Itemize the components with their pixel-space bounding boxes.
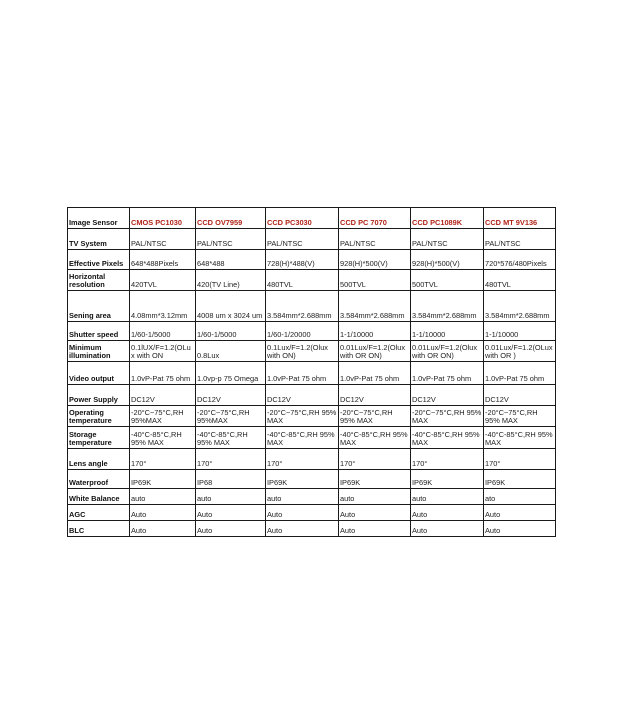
table-cell: PAL/NTSC <box>196 229 266 250</box>
table-cell: 170° <box>484 449 556 470</box>
table-cell: 1-1/10000 <box>411 322 484 341</box>
table-cell: auto <box>130 489 196 505</box>
table-cell: ato <box>484 489 556 505</box>
row-label: AGC <box>68 505 130 521</box>
table-cell: -40°C-85°C,RH 95% MAX <box>130 427 196 449</box>
table-cell: auto <box>339 489 411 505</box>
table-cell: 720*576/480Pixels <box>484 250 556 270</box>
table-cell: 0.01Lux/F=1.2(Olux with OR ON) <box>339 341 411 362</box>
table-row <box>68 427 556 449</box>
row-label: Storage temperature <box>68 427 130 449</box>
table-cell: 0.1lUX/F=1.2(OLux with ON <box>130 341 196 362</box>
table-cell: 1-1/10000 <box>484 322 556 341</box>
table-cell: 3.584mm*2.688mm <box>339 291 411 322</box>
header-image-sensor: Image Sensor <box>68 208 130 229</box>
camera-spec-table <box>67 207 556 537</box>
table-cell: 170° <box>130 449 196 470</box>
table-cell: 1.0vp-p 75 Omega <box>196 362 266 385</box>
table-cell: 1.0vP-Pat 75 ohm <box>484 362 556 385</box>
table-cell: 1/60-1/5000 <box>130 322 196 341</box>
table-cell: PAL/NTSC <box>130 229 196 250</box>
table-cell: 928(H)*500(V) <box>339 250 411 270</box>
table-row <box>68 341 556 362</box>
table-cell: -20°C~75°C,RH 95% MAX <box>411 406 484 427</box>
table-cell: Auto <box>130 505 196 521</box>
table-cell: PAL/NTSC <box>484 229 556 250</box>
row-label: Sening area <box>68 291 130 322</box>
header-sensor-6: CCD MT 9V136 <box>484 208 556 229</box>
table-cell: DC12V <box>339 385 411 406</box>
table-cell: 3.584mm*2.688mm <box>411 291 484 322</box>
table-cell: IP69K <box>130 470 196 489</box>
table-cell: 0.8Lux <box>196 341 266 362</box>
table-cell: 3.584mm*2.688mm <box>484 291 556 322</box>
table-row <box>68 505 556 521</box>
table-cell: Auto <box>266 505 339 521</box>
table-cell: 928(H)*500(V) <box>411 250 484 270</box>
table-cell: 728(H)*488(V) <box>266 250 339 270</box>
row-label: BLC <box>68 521 130 537</box>
table-cell: 3.584mm*2.688mm <box>266 291 339 322</box>
table-cell: Auto <box>411 505 484 521</box>
row-label: TV System <box>68 229 130 250</box>
table-cell: 4.08mm*3.12mm <box>130 291 196 322</box>
table-cell: 480TVL <box>266 270 339 291</box>
table-cell: 0.1Lux/F=1.2(Olux with ON) <box>266 341 339 362</box>
table-cell: 648*488 <box>196 250 266 270</box>
table-cell: 1/60-1/20000 <box>266 322 339 341</box>
header-sensor-3: CCD PC3030 <box>266 208 339 229</box>
row-label: Shutter speed <box>68 322 130 341</box>
row-label: Lens angle <box>68 449 130 470</box>
table-cell: Auto <box>196 521 266 537</box>
table-cell: Auto <box>411 521 484 537</box>
table-cell: -40°C-85°C,RH 95% MAX <box>196 427 266 449</box>
table-cell: 420(TV Line) <box>196 270 266 291</box>
table-row <box>68 250 556 270</box>
table-header-row <box>68 208 556 229</box>
table-row <box>68 385 556 406</box>
table-cell: -40°C-85°C,RH 95% MAX <box>411 427 484 449</box>
table-row <box>68 449 556 470</box>
row-label: Effective Pixels <box>68 250 130 270</box>
table-row <box>68 270 556 291</box>
table-cell: IP69K <box>339 470 411 489</box>
header-sensor-4: CCD PC 7070 <box>339 208 411 229</box>
table-cell: 1-1/10000 <box>339 322 411 341</box>
table-cell: Auto <box>484 521 556 537</box>
table-cell: 480TVL <box>484 270 556 291</box>
row-label: White Balance <box>68 489 130 505</box>
table-cell: auto <box>411 489 484 505</box>
table-cell: Auto <box>484 505 556 521</box>
table-cell: 1.0vP-Pat 75 ohm <box>411 362 484 385</box>
table-cell: 1.0vP-Pat 75 ohm <box>130 362 196 385</box>
table-cell: IP69K <box>266 470 339 489</box>
table-cell: -40°C-85°C,RH 95% MAX <box>484 427 556 449</box>
table-cell: 500TVL <box>411 270 484 291</box>
table-cell: PAL/NTSC <box>266 229 339 250</box>
table-cell: IP68 <box>196 470 266 489</box>
table-cell: Auto <box>266 521 339 537</box>
table-row <box>68 521 556 537</box>
row-label: Waterproof <box>68 470 130 489</box>
table-cell: DC12V <box>484 385 556 406</box>
header-sensor-5: CCD PC1089K <box>411 208 484 229</box>
table-cell: auto <box>266 489 339 505</box>
table-cell: PAL/NTSC <box>411 229 484 250</box>
table-row <box>68 362 556 385</box>
table-cell: -40°C-85°C,RH 95% MAX <box>339 427 411 449</box>
table-cell: 1.0vP-Pat 75 ohm <box>266 362 339 385</box>
table-cell: Auto <box>196 505 266 521</box>
table-cell: IP69K <box>411 470 484 489</box>
table-cell: 500TVL <box>339 270 411 291</box>
table-cell: DC12V <box>266 385 339 406</box>
table-cell: Auto <box>339 521 411 537</box>
table-cell: 420TVL <box>130 270 196 291</box>
table-row <box>68 406 556 427</box>
table-cell: 170° <box>411 449 484 470</box>
row-label: Horizontal resolution <box>68 270 130 291</box>
table-row <box>68 291 556 322</box>
table-cell: -20°C~75°C,RH 95%MAX <box>196 406 266 427</box>
table-cell: 170° <box>339 449 411 470</box>
table-cell: 4008 um x 3024 um <box>196 291 266 322</box>
table-cell: 1.0vP-Pat 75 ohm <box>339 362 411 385</box>
table-row <box>68 470 556 489</box>
table-cell: -20°C~75°C,RH 95% MAX <box>339 406 411 427</box>
table-cell: 0.01Lux/F=1.2(Olux with OR ON) <box>411 341 484 362</box>
table-cell: DC12V <box>411 385 484 406</box>
row-label: Video output <box>68 362 130 385</box>
table-cell: 170° <box>266 449 339 470</box>
table-cell: auto <box>196 489 266 505</box>
header-sensor-1: CMOS PC1030 <box>130 208 196 229</box>
table-cell: Auto <box>130 521 196 537</box>
table-cell: -20°C~75°C,RH 95%MAX <box>130 406 196 427</box>
table-cell: -40°C-85°C,RH 95% MAX <box>266 427 339 449</box>
table-cell: 648*488Pixels <box>130 250 196 270</box>
table-cell: 1/60-1/5000 <box>196 322 266 341</box>
table-cell: PAL/NTSC <box>339 229 411 250</box>
table-cell: IP69K <box>484 470 556 489</box>
row-label: Operating temperature <box>68 406 130 427</box>
header-sensor-2: CCD OV7959 <box>196 208 266 229</box>
table-row <box>68 489 556 505</box>
table-cell: DC12V <box>196 385 266 406</box>
row-label: Power Supply <box>68 385 130 406</box>
table-cell: -20°C~75°C,RH 95% MAX <box>266 406 339 427</box>
table-cell: 0.01Lux/F=1.2(OLux with OR ) <box>484 341 556 362</box>
table-row <box>68 322 556 341</box>
table-cell: DC12V <box>130 385 196 406</box>
table-cell: 170° <box>196 449 266 470</box>
table-cell: -20°C~75°C,RH 95% MAX <box>484 406 556 427</box>
table-row <box>68 229 556 250</box>
table-cell: Auto <box>339 505 411 521</box>
row-label: Minimum illumination <box>68 341 130 362</box>
